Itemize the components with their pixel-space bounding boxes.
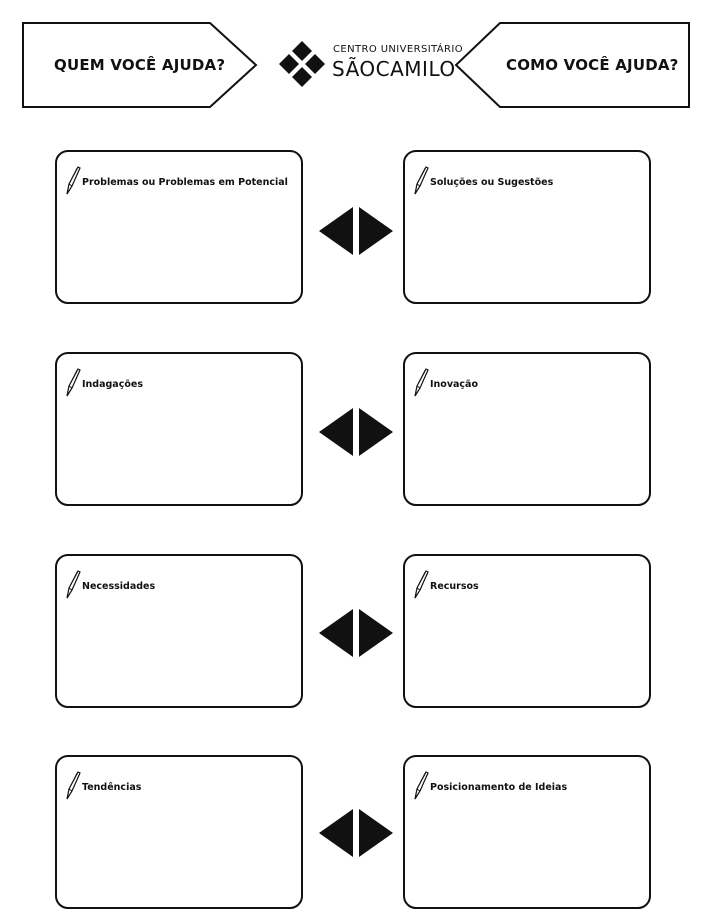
box-problemas <box>55 150 303 304</box>
header-banner-right <box>454 22 690 108</box>
box-recursos <box>403 554 651 708</box>
pencil-icon <box>65 769 81 801</box>
pencil-icon <box>413 568 429 600</box>
box-label: Soluções ou Sugestões <box>430 177 554 188</box>
box-label: Inovação <box>430 379 478 390</box>
double-arrow-icon <box>319 609 393 657</box>
header-left-label: QUEM VOCÊ AJUDA? <box>54 56 226 74</box>
box-posicionamento <box>403 755 651 909</box>
box-tendencias <box>55 755 303 909</box>
header-right-label: COMO VOCÊ AJUDA? <box>506 56 679 74</box>
sao-camilo-cross-icon <box>278 40 326 88</box>
double-arrow-icon <box>319 809 393 857</box>
box-inovacao <box>403 352 651 506</box>
pencil-icon <box>65 568 81 600</box>
logo-small-text: CENTRO UNIVERSITÁRIO <box>333 44 463 55</box>
box-label: Tendências <box>82 782 142 793</box>
box-label: Recursos <box>430 581 479 592</box>
box-label: Posicionamento de Ideias <box>430 782 568 793</box>
box-necessidades <box>55 554 303 708</box>
box-label: Indagações <box>82 379 143 390</box>
pencil-icon <box>413 769 429 801</box>
box-solucoes <box>403 150 651 304</box>
box-label: Problemas ou Problemas em Potencial <box>82 177 288 188</box>
pencil-icon <box>413 164 429 196</box>
box-indagacoes <box>55 352 303 506</box>
pencil-icon <box>65 366 81 398</box>
box-label: Necessidades <box>82 581 156 592</box>
pencil-icon <box>413 366 429 398</box>
double-arrow-icon <box>319 207 393 255</box>
logo <box>278 40 463 92</box>
double-arrow-icon <box>319 408 393 456</box>
pencil-icon <box>65 164 81 196</box>
logo-big-text: SÃOCAMILO <box>332 57 456 81</box>
header-banner-left <box>22 22 258 108</box>
